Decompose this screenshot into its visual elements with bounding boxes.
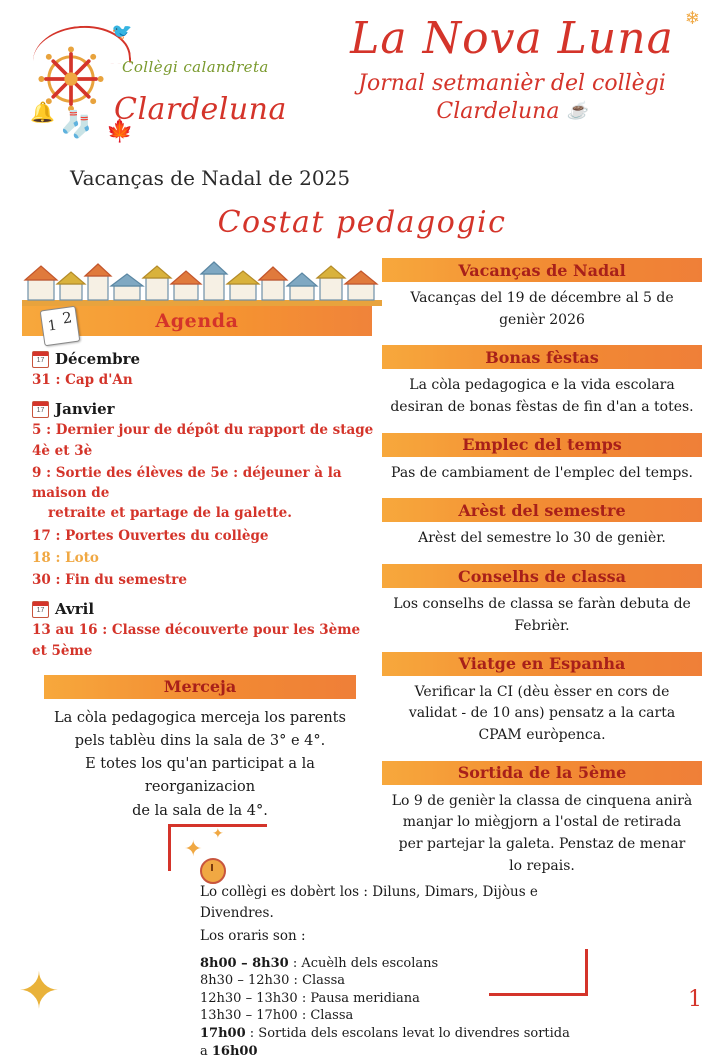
- section-conselhs-de-classa: [382, 564, 702, 647]
- section-banner: [382, 258, 702, 282]
- merceja-body: [18, 707, 382, 823]
- section-title: Conselhs de classa: [457, 566, 627, 586]
- section-banner: [382, 652, 702, 676]
- section-banner: [382, 761, 702, 785]
- agenda-month-name: Décembre: [55, 350, 141, 368]
- calendar-day-1: 1: [46, 317, 58, 335]
- agenda-entry: [32, 620, 376, 661]
- section-body: Pas de cambiament de l'emplec del temps.: [391, 464, 693, 481]
- hours-row: [200, 1007, 570, 1025]
- agenda-month-header: [32, 350, 376, 368]
- agenda-entry-text: 5 : Dernier jour de dépôt du rapport de stage 4è et 3è: [32, 422, 374, 459]
- merceja-line: La còla pedagogica merceja los parents: [54, 709, 346, 726]
- agenda-entry-text: 9 : Sortie des élèves de 5e : déjeuner à la maison de: [32, 464, 342, 501]
- agenda-entry: [32, 463, 376, 524]
- agenda-month-header: [32, 600, 376, 618]
- agenda-entry-text: 17 : Portes Ouvertes du collège: [32, 527, 269, 544]
- newspaper-subtitle-1: Jornal setmanièr del collègi: [358, 71, 666, 97]
- agenda-entry-text: 31 : Cap d'An: [32, 372, 133, 388]
- calendar-day-2: 2: [61, 308, 74, 328]
- logo-school-line1: Collègi calandreta: [122, 58, 269, 76]
- section-vacancas-de-nadal: [382, 258, 702, 341]
- footer-hours-label: Los oraris son :: [200, 927, 306, 944]
- section-title: Viatge en Espanha: [458, 654, 626, 673]
- agenda-month-name: Avril: [55, 600, 95, 619]
- hours-time: 8h00 – 8h30: [200, 955, 289, 971]
- footer-text: [200, 882, 570, 1060]
- newspaper-subtitle-2: [322, 98, 702, 126]
- section-body: Verificar la CI (dèu èsser en cors de validat - de 10 ans) pensatz a la carta CPAM euròpenca.: [408, 683, 676, 743]
- logo-school-line2: Clardeluna: [114, 92, 287, 127]
- agenda-entry: [32, 548, 376, 568]
- hours-label: : Pausa meridiana: [297, 990, 420, 1006]
- merceja-line: de la sala de la 4°.: [132, 802, 268, 819]
- school-logo: [14, 14, 314, 144]
- hours-row: [200, 1025, 570, 1060]
- hours-row: [200, 990, 570, 1008]
- section-arest-del-semestre: [382, 498, 702, 560]
- merceja-title: Merceja: [163, 677, 237, 697]
- agenda-entry: [32, 370, 376, 390]
- masthead: [322, 13, 702, 125]
- page-title: Costat pedagogic: [217, 205, 507, 240]
- hot-drink-icon: ☕: [566, 100, 588, 121]
- leaf-icon: 🍁: [106, 118, 134, 143]
- footer-hours-list: [200, 955, 570, 1060]
- agenda-banner-label: Agenda: [155, 310, 239, 332]
- hours-time: 12h30 – 13h30: [200, 990, 298, 1006]
- stocking-icon: 🧦: [60, 110, 93, 139]
- mini-calendar-icon: 17: [32, 601, 49, 618]
- vacation-headline: Vacanças de Nadal de 2025: [70, 166, 351, 190]
- section-body: Arèst del semestre lo 30 de genièr.: [418, 530, 666, 547]
- footer-open-days: Lo collègi es dobèrt los : Diluns, Dimars, Dijòus e Divendres.: [200, 884, 538, 921]
- hours-bold-part: 16h00: [211, 1043, 258, 1059]
- bell-icon: 🔔: [30, 102, 55, 124]
- hours-time: 8h30 – 12h30: [200, 973, 290, 989]
- section-body: Los conselhs de classa se faràn debuta de Febrièr.: [393, 596, 691, 634]
- section-banner: [382, 433, 702, 457]
- hours-label: : Classa: [297, 1008, 354, 1024]
- agenda-entry: [32, 570, 376, 590]
- agenda-banner: [22, 306, 372, 336]
- section-title: Sortida de la 5ème: [457, 763, 627, 783]
- footer-hours-box: [168, 824, 588, 1059]
- merceja-line: E totes los qu'an participat a la reorganizacion: [85, 756, 315, 796]
- agenda-entry: [32, 526, 376, 546]
- agenda-entry-text: 18 : Loto: [32, 549, 99, 566]
- agenda-body: [18, 336, 382, 661]
- page-header: [0, 0, 724, 240]
- section-banner: [382, 498, 702, 522]
- newspaper-subtitle-2-text: Clardeluna: [436, 98, 560, 124]
- clock-icon: [200, 858, 226, 884]
- merceja-line: pels tablèu dins la sala de 3° e 4°.: [74, 732, 326, 749]
- agenda-entry: [32, 420, 376, 461]
- merceja-banner: [44, 675, 356, 699]
- section-viatge-en-espanha: [382, 652, 702, 757]
- bird-icon: 🐦: [110, 20, 135, 44]
- section-body: Vacanças del 19 de décembre al 5 de genièr 2026: [410, 290, 674, 328]
- section-body: Lo 9 de genièr la classa de cinquena anirà manjar lo miègjorn a l'ostal de retirada per partejar la galeta. Penstaz de menar lo repais.: [391, 792, 693, 874]
- section-body: La còla pedagogica e la vida escolara desiran de bonas fèstas de fin d'an a totes.: [390, 377, 694, 416]
- mini-calendar-icon: 17: [32, 401, 49, 418]
- hours-label: : Classa: [289, 973, 346, 989]
- hours-label: : Acuèlh dels escolans: [288, 955, 439, 971]
- agenda-entry-text: 13 au 16 : Classe découverte pour les 3ème et 5ème: [32, 622, 361, 659]
- right-column: [382, 258, 724, 891]
- mini-calendar-icon: 17: [32, 351, 49, 368]
- section-banner: [382, 564, 702, 588]
- sparkle-icon: ✦: [212, 827, 224, 842]
- section-bonas-festas: [382, 345, 702, 428]
- hours-row: [200, 972, 570, 990]
- village-illustration: [22, 258, 372, 306]
- agenda-month-header: [32, 400, 376, 418]
- section-title: Arèst del semestre: [458, 500, 626, 520]
- star-icon: ✦: [18, 963, 60, 1019]
- section-title: Vacanças de Nadal: [458, 260, 626, 280]
- section-title: Emplec del temps: [462, 435, 622, 455]
- section-emplec-del-temps: [382, 433, 702, 495]
- snowflake-icon: ❄: [684, 8, 700, 28]
- content-columns: [0, 258, 724, 891]
- calendar-icon: [40, 306, 81, 347]
- sparkle-icon: ✦: [184, 836, 203, 861]
- hours-label: : Sortida dels escolans levat lo divendres sortida a: [200, 1025, 570, 1059]
- hours-time: 13h30 – 17h00: [200, 1008, 298, 1024]
- hours-row: [200, 955, 570, 973]
- left-column: [0, 258, 382, 891]
- newspaper-title: La Nova Luna: [350, 13, 674, 64]
- agenda-entry-continuation: retraite et partage de la galette.: [48, 505, 292, 522]
- page-number: 1: [688, 987, 702, 1012]
- section-title: Bonas fèstas: [485, 347, 599, 367]
- agenda-month-name: Janvier: [55, 400, 115, 419]
- agenda-entry-text: 30 : Fin du semestre: [32, 572, 187, 588]
- hours-time: 17h00: [200, 1025, 246, 1041]
- section-banner: [382, 345, 702, 369]
